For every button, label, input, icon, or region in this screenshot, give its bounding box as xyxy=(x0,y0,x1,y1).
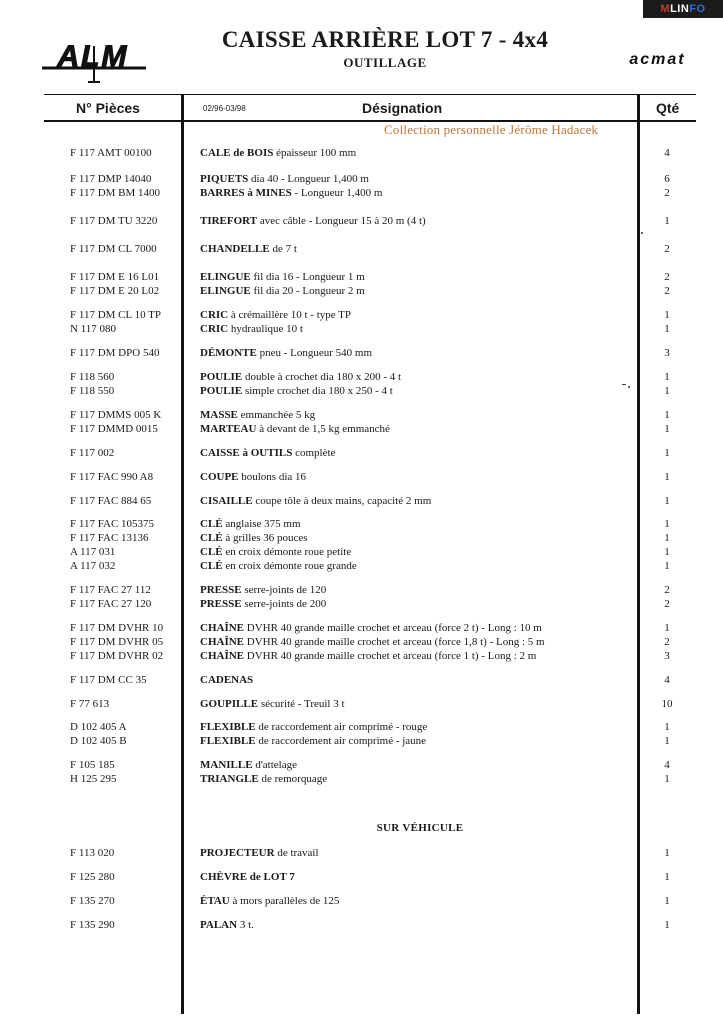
quantity: 1 xyxy=(664,518,670,530)
designation xyxy=(200,471,306,484)
quantity: 1 xyxy=(664,409,670,421)
designation-name: PROJECTEUR xyxy=(200,847,275,859)
designation-name: CHAÎNE xyxy=(200,650,245,662)
designation-name: MASSE xyxy=(200,409,238,421)
part-number: F 117 DM BM 1400 xyxy=(70,187,161,199)
quantity: 1 xyxy=(664,847,670,859)
designation xyxy=(200,895,339,908)
designation-name: ÉTAU xyxy=(200,895,230,907)
quantity: 1 xyxy=(664,385,670,397)
designation-detail: simple crochet dia 180 x 250 - 4 t xyxy=(242,385,393,397)
designation xyxy=(200,636,545,649)
designation xyxy=(200,518,301,531)
quantity: 1 xyxy=(664,532,670,544)
designation-name: CLÉ xyxy=(200,546,223,558)
designation-detail: avec câble - Longueur 15 à 20 m (4 t) xyxy=(257,215,426,227)
designation xyxy=(200,323,303,336)
quantity: 4 xyxy=(664,759,670,771)
part-number: F 117 FAC 105375 xyxy=(70,518,155,530)
designation xyxy=(200,622,542,635)
quantity: 6 xyxy=(664,173,670,185)
part-number: F 77 613 xyxy=(70,698,110,710)
designation-name: CRIC xyxy=(200,323,229,335)
designation-name: CAISSE à OUTILS xyxy=(200,447,293,459)
part-number: F 125 280 xyxy=(70,871,115,883)
part-number: D 102 405 B xyxy=(70,735,127,747)
designation-name: PRESSE xyxy=(200,584,242,596)
part-number: F 117 DM CL 10 TP xyxy=(70,309,161,321)
designation-name: ELINGUE xyxy=(200,271,251,283)
designation xyxy=(200,650,536,663)
designation-name: PIQUETS xyxy=(200,173,249,185)
designation-detail: complète xyxy=(292,447,336,459)
designation-name: CHÈVRE de LOT 7 xyxy=(200,871,295,883)
quantity: 1 xyxy=(664,895,670,907)
designation-detail: à grilles 36 pouces xyxy=(222,532,308,544)
part-number: F 117 FAC 13136 xyxy=(70,532,149,544)
quantity: 1 xyxy=(664,721,670,733)
part-number: F 117 002 xyxy=(70,447,115,459)
designation xyxy=(200,271,365,284)
designation-detail: en croix démonte roue grande xyxy=(222,560,357,572)
section-title: SUR VÉHICULE xyxy=(376,822,464,834)
designation-detail: épaisseur 100 mm xyxy=(273,147,357,159)
designation xyxy=(200,735,426,748)
part-number: F 117 DM CC 35 xyxy=(70,674,147,686)
designation-name: TRIANGLE xyxy=(200,773,259,785)
designation-name: POULIE xyxy=(200,385,243,397)
part-number: F 117 DMMS 005 K xyxy=(70,409,162,421)
designation-detail: de raccordement air comprimé - rouge xyxy=(255,721,428,733)
part-number: F 117 DM DVHR 02 xyxy=(70,650,164,662)
designation-name: CHAÎNE xyxy=(200,622,245,634)
designation xyxy=(200,173,369,186)
scan-speck xyxy=(628,386,630,388)
column-header-designation: Désignation xyxy=(362,100,443,116)
quantity: 1 xyxy=(664,495,670,507)
designation-name: CISAILLE xyxy=(200,495,253,507)
part-number: D 102 405 A xyxy=(70,721,127,733)
designation xyxy=(200,385,393,398)
part-number: F 118 560 xyxy=(70,371,115,383)
designation xyxy=(200,773,327,786)
badge-part2: LIN xyxy=(670,3,690,15)
designation-detail: - Longueur 1,400 m xyxy=(291,187,383,199)
quantity: 2 xyxy=(664,243,670,255)
designation-name: CALE de BOIS xyxy=(200,147,274,159)
designation-detail: à mors parallèles de 125 xyxy=(229,895,340,907)
column-divider-right xyxy=(637,94,640,1014)
page-title: CAISSE ARRIÈRE LOT 7 - 4x4 xyxy=(221,27,549,52)
designation-detail: de remorquage xyxy=(258,773,328,785)
part-number: F 117 FAC 27 112 xyxy=(70,584,151,596)
designation xyxy=(200,409,315,422)
quantity: 1 xyxy=(664,423,670,435)
designation-name: PALAN xyxy=(200,919,238,931)
scan-speck xyxy=(641,232,643,234)
designation xyxy=(200,546,351,559)
logo-text: ALM xyxy=(57,40,129,73)
designation xyxy=(200,187,382,200)
quantity: 2 xyxy=(664,636,670,648)
part-number: F 117 DM DVHR 10 xyxy=(70,622,164,634)
designation-detail: serre-joints de 120 xyxy=(241,584,327,596)
quantity: 3 xyxy=(664,650,670,662)
designation xyxy=(200,698,345,711)
designation-name: DÉMONTE xyxy=(200,347,257,359)
part-number: F 135 290 xyxy=(70,919,115,931)
badge-part3: FO xyxy=(689,3,706,15)
designation-detail: fil dia 16 - Longueur 1 m xyxy=(250,271,365,283)
designation-name: PRESSE xyxy=(200,598,242,610)
part-number: F 117 FAC 27 120 xyxy=(70,598,152,610)
designation xyxy=(200,447,335,460)
scan-speck xyxy=(622,384,626,385)
designation xyxy=(200,285,365,298)
part-number: F 113 020 xyxy=(70,847,115,859)
designation xyxy=(200,495,431,508)
quantity: 1 xyxy=(664,735,670,747)
part-number: F 117 DM CL 7000 xyxy=(70,243,157,255)
designation-name: FLEXIBLE xyxy=(200,735,256,747)
page-subtitle: OUTILLAGE xyxy=(343,55,427,70)
designation-name: TIREFORT xyxy=(200,215,258,227)
designation-name: CLÉ xyxy=(200,518,223,530)
designation xyxy=(200,215,426,228)
quantity: 1 xyxy=(664,471,670,483)
designation xyxy=(200,147,356,160)
part-number: F 117 DM E 16 L01 xyxy=(70,271,160,283)
quantity: 1 xyxy=(664,622,670,634)
quantity: 2 xyxy=(664,271,670,283)
quantity: 1 xyxy=(664,546,670,558)
quantity: 1 xyxy=(664,871,670,883)
quantity: 1 xyxy=(664,215,670,227)
designation-name: GOUPILLE xyxy=(200,698,259,710)
designation-detail: emmanchée 5 kg xyxy=(237,409,316,421)
designation-name: CLÉ xyxy=(200,560,223,572)
part-number: F 117 AMT 00100 xyxy=(70,147,152,159)
designation-name: ELINGUE xyxy=(200,285,251,297)
designation-detail: sécurité - Treuil 3 t xyxy=(258,698,345,710)
quantity: 1 xyxy=(664,447,670,459)
column-divider-left xyxy=(181,94,184,1014)
designation xyxy=(200,759,297,772)
quantity: 2 xyxy=(664,598,670,610)
site-badge xyxy=(643,0,723,18)
part-number: F 118 550 xyxy=(70,385,115,397)
quantity: 1 xyxy=(664,323,670,335)
designation-name: MARTEAU xyxy=(200,423,257,435)
designation-name: CADENAS xyxy=(200,674,254,686)
designation-name: FLEXIBLE xyxy=(200,721,256,733)
designation xyxy=(200,584,326,597)
part-number: F 117 DM DPO 540 xyxy=(70,347,160,359)
column-header-qty: Qté xyxy=(656,100,680,116)
designation-detail: DVHR 40 grande maille crochet et arceau (force 1 t) - Long : 2 m xyxy=(244,650,537,662)
part-number: F 117 DM TU 3220 xyxy=(70,215,158,227)
designation-detail: d'attelage xyxy=(252,759,297,771)
designation xyxy=(200,347,372,360)
designation xyxy=(200,423,390,436)
designation xyxy=(200,598,326,611)
part-number: F 117 DMMD 0015 xyxy=(70,423,158,435)
designation-detail: de 7 t xyxy=(269,243,297,255)
quantity: 1 xyxy=(664,773,670,785)
part-number: F 117 FAC 990 A8 xyxy=(70,471,154,483)
designation-detail: à devant de 1,5 kg emmanché xyxy=(256,423,390,435)
part-number: F 117 DM E 20 L02 xyxy=(70,285,160,297)
part-number: H 125 295 xyxy=(70,773,117,785)
designation-detail: de raccordement air comprimé - jaune xyxy=(255,735,427,747)
designation-detail: hydraulique 10 t xyxy=(228,323,303,335)
designation-detail: boulons dia 16 xyxy=(238,471,307,483)
designation xyxy=(200,532,308,545)
quantity: 1 xyxy=(664,371,670,383)
part-number: A 117 032 xyxy=(70,560,116,572)
designation-name: COUPE xyxy=(200,471,239,483)
designation-detail: fil dia 20 - Longueur 2 m xyxy=(250,285,365,297)
part-number: F 117 DMP 14040 xyxy=(70,173,152,185)
designation-name: POULIE xyxy=(200,371,243,383)
designation-detail: dia 40 - Longueur 1,400 m xyxy=(248,173,369,185)
badge-part1: M xyxy=(660,3,671,15)
designation xyxy=(200,919,254,932)
designation-name: CHAÎNE xyxy=(200,636,245,648)
designation-name: CRIC xyxy=(200,309,229,321)
designation xyxy=(200,371,401,384)
quantity: 2 xyxy=(664,584,670,596)
designation-name: BARRES à MINES xyxy=(200,187,292,199)
part-number: F 105 185 xyxy=(70,759,115,771)
part-number: F 117 FAC 884 65 xyxy=(70,495,152,507)
designation xyxy=(200,243,297,256)
quantity: 1 xyxy=(664,560,670,572)
designation-detail: DVHR 40 grande maille crochet et arceau (force 1,8 t) - Long : 5 m xyxy=(244,636,545,648)
designation-detail: à crémaillère 10 t - type TP xyxy=(228,309,352,321)
designation xyxy=(200,871,295,884)
designation xyxy=(200,721,427,734)
designation xyxy=(200,674,253,687)
column-header-date: 02/96-03/98 xyxy=(203,104,246,113)
header-top-rule xyxy=(44,94,696,95)
part-number: A 117 031 xyxy=(70,546,116,558)
designation-detail: en croix démonte roue petite xyxy=(222,546,352,558)
quantity: 10 xyxy=(661,698,673,710)
quantity: 4 xyxy=(664,674,670,686)
quantity: 2 xyxy=(664,187,670,199)
designation-name: MANILLE xyxy=(200,759,253,771)
part-number: N 117 080 xyxy=(70,323,117,335)
designation-detail: 3 t. xyxy=(237,919,254,931)
designation-detail: DVHR 40 grande maille crochet et arceau (force 2 t) - Long : 10 m xyxy=(244,622,542,634)
quantity: 4 xyxy=(664,147,670,159)
designation-detail: de travail xyxy=(274,847,319,859)
designation-detail: serre-joints de 200 xyxy=(241,598,327,610)
brand-logo: acmat xyxy=(629,51,686,68)
designation-detail: double à crochet dia 180 x 200 - 4 t xyxy=(242,371,402,383)
designation-detail: coupe tôle à deux mains, capacité 2 mm xyxy=(252,495,432,507)
part-number: F 135 270 xyxy=(70,895,115,907)
quantity: 1 xyxy=(664,919,670,931)
designation xyxy=(200,847,319,860)
column-header-pieces: N° Pièces xyxy=(76,100,140,116)
designation xyxy=(200,560,357,573)
designation xyxy=(200,309,351,322)
quantity: 1 xyxy=(664,309,670,321)
quantity: 2 xyxy=(664,285,670,297)
part-number: F 117 DM DVHR 05 xyxy=(70,636,164,648)
designation-detail: anglaise 375 mm xyxy=(222,518,301,530)
designation-name: CLÉ xyxy=(200,532,223,544)
quantity: 3 xyxy=(664,347,670,359)
watermark: Collection personnelle Jérôme Hadacek xyxy=(384,122,599,137)
designation-name: CHANDELLE xyxy=(200,243,270,255)
designation-detail: pneu - Longueur 540 mm xyxy=(256,347,373,359)
